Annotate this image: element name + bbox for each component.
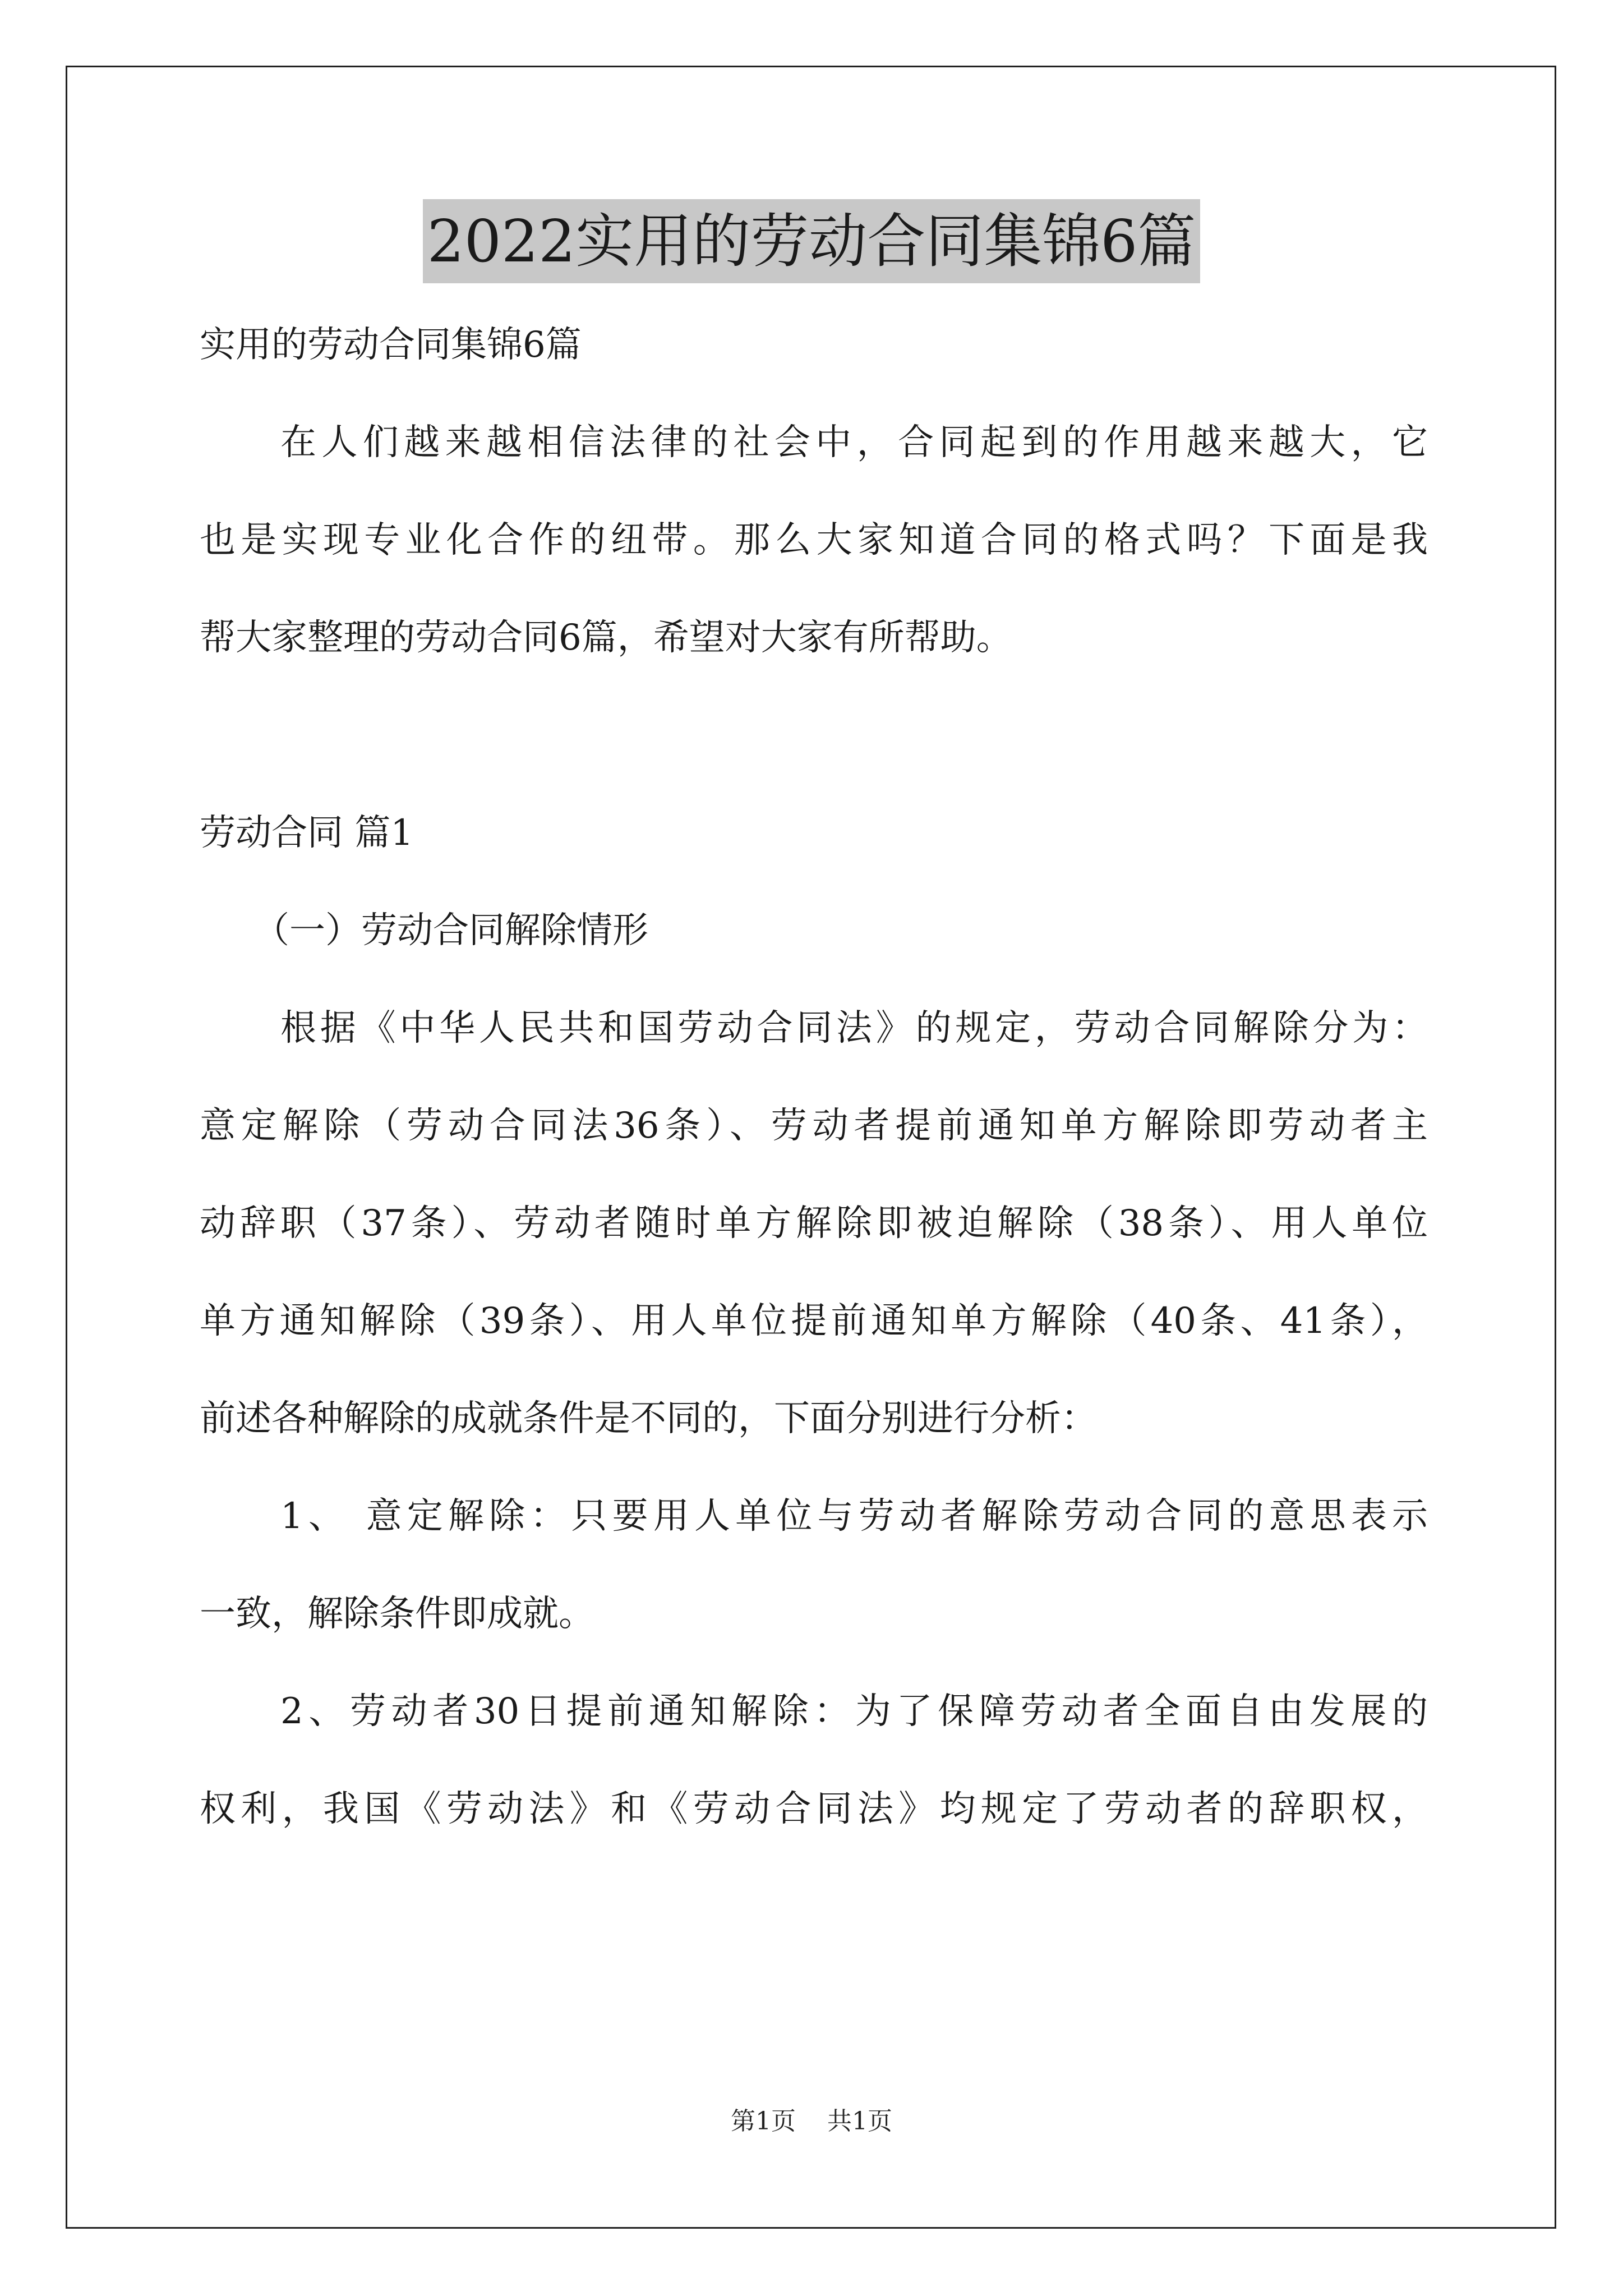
- document-title: [0, 199, 1623, 283]
- paragraph-line: 一致，解除条件即成就。: [200, 1593, 594, 1635]
- page-footer: [0, 2105, 1623, 2138]
- paragraph-line: 权利，我国《劳动法》和《劳动合同法》均规定了劳动者的辞职权，: [200, 1788, 1428, 1830]
- paragraph-line: 也是实现专业化合作的纽带。那么大家知道合同的格式吗？下面是我: [200, 519, 1428, 561]
- page-number: 第1页 共1页: [731, 2107, 892, 2136]
- blank-line: [200, 687, 1428, 784]
- paragraph-line: 根据《中华人民共和国劳动合同法》的规定，劳动合同解除分为：: [280, 1007, 1428, 1049]
- document-title-text: 2022实用的劳动合同集锦6篇: [423, 199, 1201, 283]
- section-heading: 劳动合同 篇1: [200, 812, 414, 854]
- paragraph-line: 意定解除（劳动合同法36条）、劳动者提前通知单方解除即劳动者主: [200, 1105, 1428, 1147]
- paragraph-line: 在人们越来越相信法律的社会中，合同起到的作用越来越大，它: [280, 422, 1428, 463]
- paragraph-line: 单方通知解除（39条）、用人单位提前通知单方解除（40条、41条），: [200, 1300, 1428, 1342]
- subtitle-line: 实用的劳动合同集锦6篇: [200, 324, 582, 366]
- paragraph-line: 2、劳动者30日提前通知解除：为了保障劳动者全面自由发展的: [280, 1691, 1428, 1732]
- paragraph-line: 动辞职（37条）、劳动者随时单方解除即被迫解除（38条）、用人单位: [200, 1203, 1428, 1244]
- paragraph-line: 前述各种解除的成就条件是不同的，下面分别进行分析：: [200, 1398, 1097, 1439]
- subsection-heading: （一）劳动合同解除情形: [253, 910, 648, 951]
- paragraph-line: 帮大家整理的劳动合同6篇，希望对大家有所帮助。: [200, 617, 1012, 659]
- paragraph-line: 1、 意定解除：只要用人单位与劳动者解除劳动合同的意思表示: [280, 1496, 1428, 1537]
- document-body: [200, 296, 1428, 1858]
